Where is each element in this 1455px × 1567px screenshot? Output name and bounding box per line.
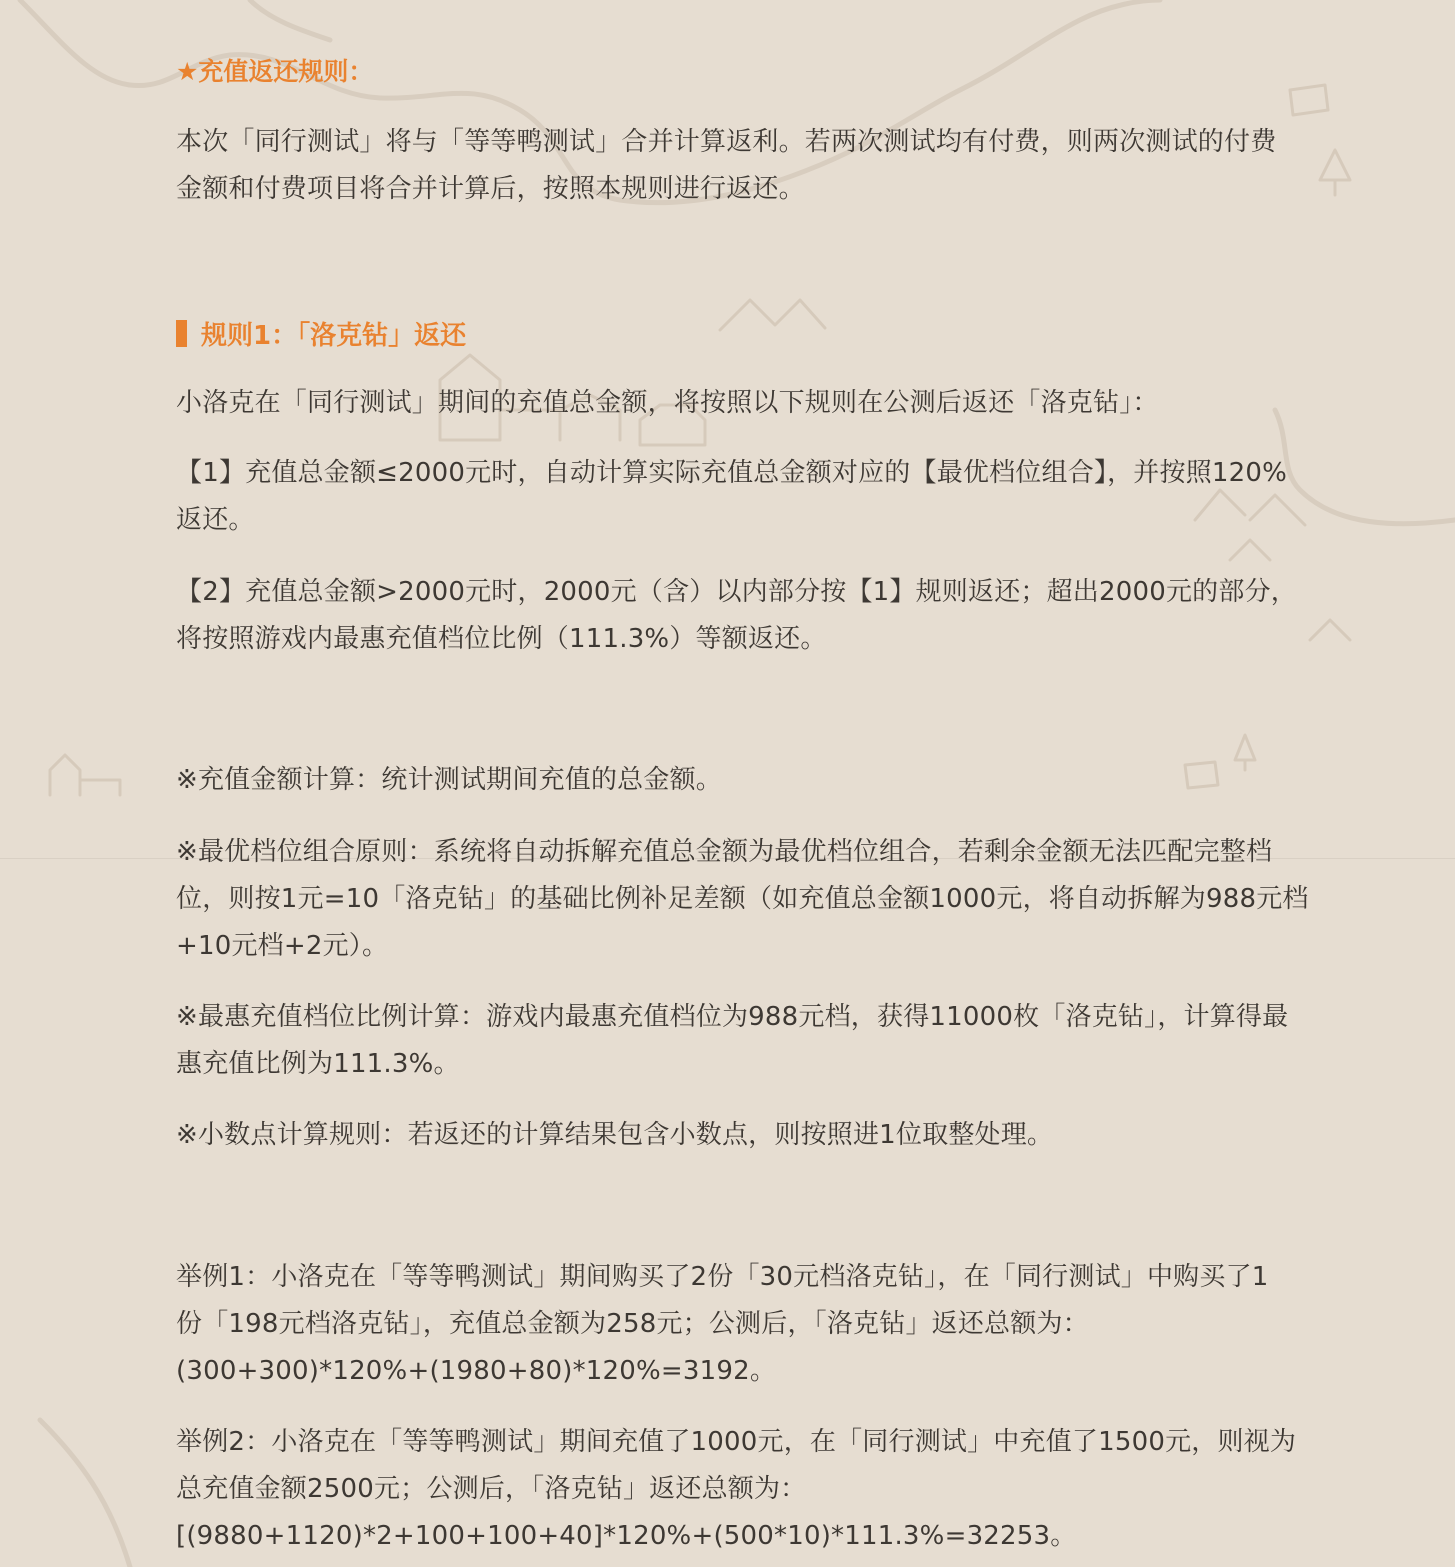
section-title: ★充值返还规则： (176, 57, 374, 86)
rule1-heading (176, 313, 466, 353)
rule1-item-2: 【2】充值总金额>2000元时，2000元（含）以内部分按【1】规则返还；超出2000元的部分， 将按照游戏内最惠充值档位比例（111.3%）等额返还。 (176, 577, 1297, 654)
intro-paragraph: 本次「同行测试」将与「等等鸭测试」合并计算返利。若两次测试均有付费，则两次测试的付费 金额和付费项目将合并计算后，按照本规则进行返还。 (176, 127, 1277, 204)
example-2: 举例2：小洛克在「等等鸭测试」期间充值了1000元，在「同行测试」中充值了1500元，则视为 总充值金额2500元；公测后，「洛克钻」返还总额为： [(9880+1120)*2+100+100+40]*120%+(500*10)*111.3%=32253。 (176, 1427, 1297, 1551)
example-1: 举例1：小洛克在「等等鸭测试」期间购买了2份「30元档洛克钻」，在「同行测试」中购买了1 份「198元档洛克钻」，充值总金额为258元；公测后，「洛克钻」返还总额为： (300+300)*120%+(1980+80)*120%=3192。 (176, 1262, 1269, 1386)
note-rounding-rule: ※小数点计算规则：若返还的计算结果包含小数点，则按照进1位取整处理。 (176, 1120, 1054, 1150)
rule1-lead: 小洛克在「同行测试」期间的充值总金额，将按照以下规则在公测后返还「洛克钻」： (176, 388, 1159, 418)
rule1-title: 规则1：「洛克钻」返还 (201, 320, 467, 351)
note-best-ratio: ※最惠充值档位比例计算：游戏内最惠充值档位为988元档，获得11000枚「洛克钻」，计算得最 惠充值比例为111.3%。 (176, 1002, 1289, 1079)
note-optimal-combination: ※最优档位组合原则：系统将自动拆解充值总金额为最优档位组合，若剩余金额无法匹配完整档 位，则按1元=10「洛克钻」的基础比例补足差额（如充值总金额1000元，将自动拆解为988元档 +10元档+2元）。 (176, 837, 1309, 961)
heading-marker-bar (176, 320, 187, 347)
rule1-item-1: 【1】充值总金额≤2000元时，自动计算实际充值总金额对应的【最优档位组合】，并按照120% 返还。 (176, 458, 1288, 535)
note-recharge-amount: ※充值金额计算：统计测试期间充值的总金额。 (176, 765, 722, 795)
